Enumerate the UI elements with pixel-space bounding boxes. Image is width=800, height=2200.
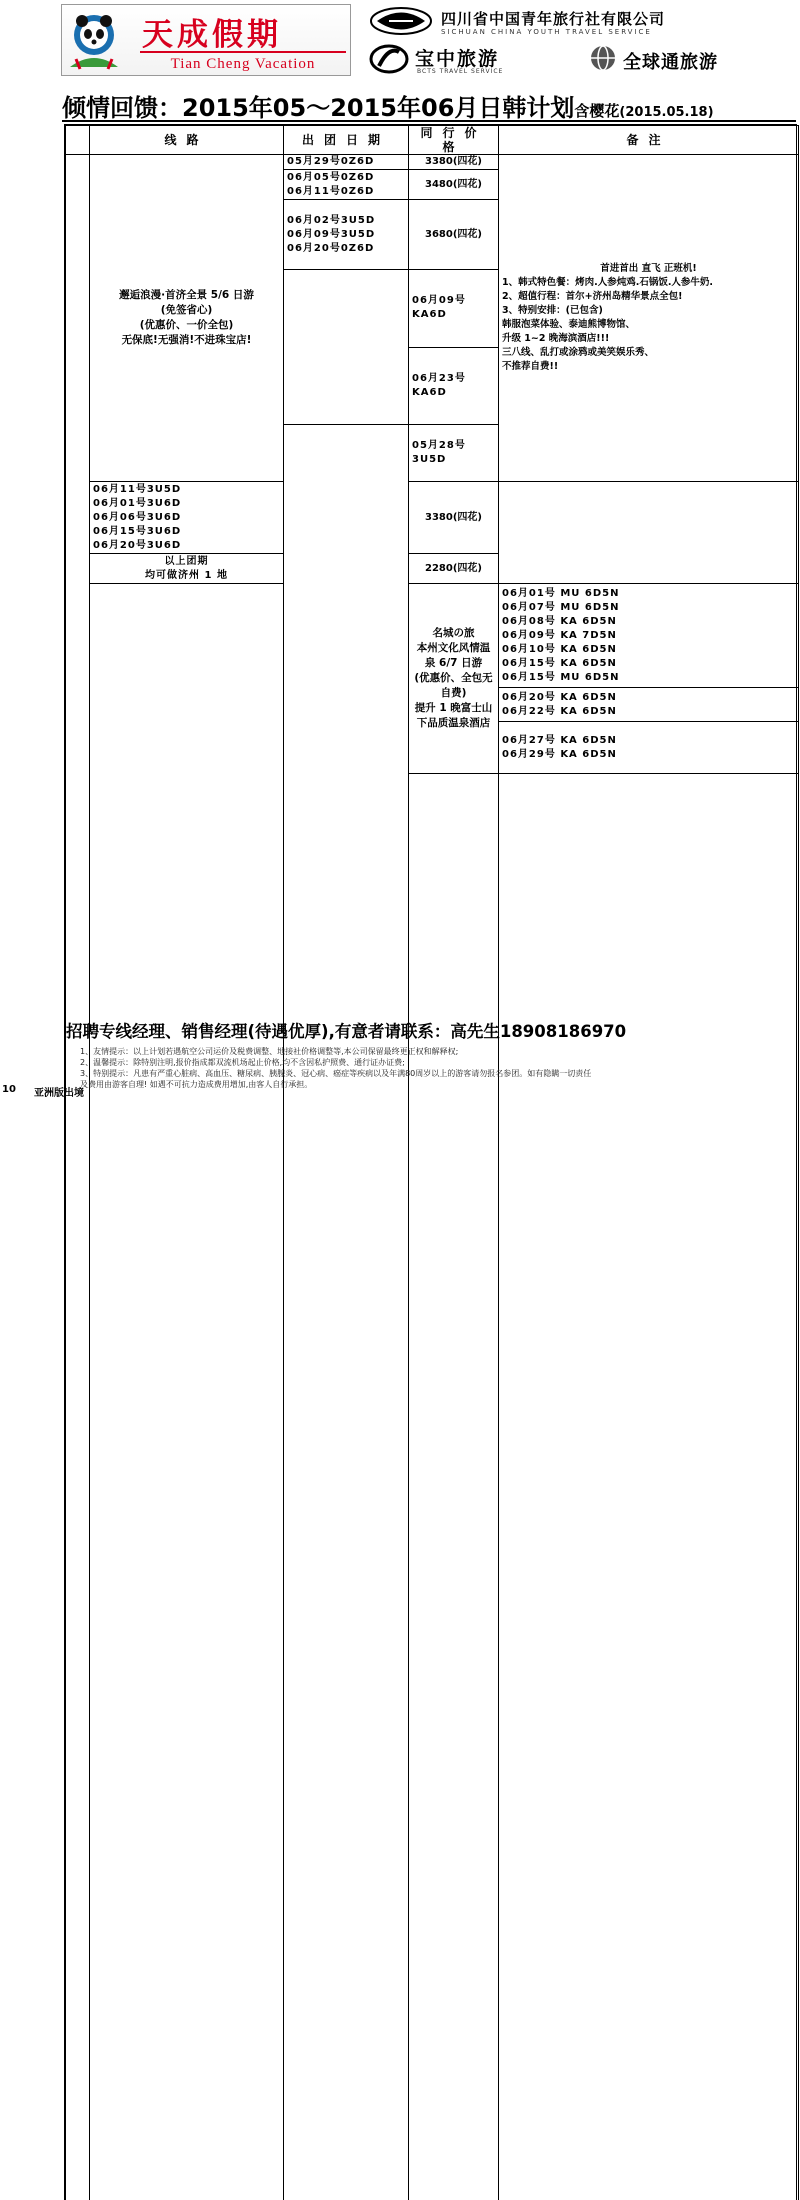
price-cell: 3380(四花) [409,482,499,554]
table-row [66,155,799,170]
tips: 1、友情提示：以上计划若遇航空公司运价及税费调整、地接社价格调整等,本公司保留最终更正权和解释权; 2、温馨提示：除特别注明,报价指成都双流机场起止价格,均不含因私护照费、通行证办证费; 3、特别提示：凡患有严重心脏病、高血压、糖尿病、胰腺炎、冠心病、癌症等疾病以及年满80周岁以上的游客请勿报名参团。如有隐瞒一切责任 及费用由游客自理! 如遇不可抗力造成费用增加,由客人自行承担。 [80,1046,792,1090]
panda-icon [66,9,122,71]
table-header-row [66,126,799,155]
footer [0,1082,800,1100]
date-cell: 06月27号 KA 6D5N 06月29号 KA 6D5N [499,722,799,774]
bcts-name: 宝中旅游 [415,44,499,71]
date-cell: 06月02号3U5D 06月09号3U5D 06月20号0Z6D [284,200,409,270]
recruit-line: 招聘专线经理、销售经理(待遇优厚),有意者请联系：高先生18908186970 [66,1018,796,1042]
page-title [62,88,796,122]
date-cell: 06月20号 KA 6D5N 06月22号 KA 6D5N [499,688,799,722]
price-cell: 2280(四花) [409,554,499,584]
bcts-en-name: BCTS TRAVEL SERVICE [417,68,503,75]
header [57,2,797,80]
route-japan-2 [409,774,499,2200]
date-cell: 05月28号3U5D [409,425,499,482]
publication-name: 亚洲版出境 [34,1084,84,1099]
table-row [66,584,799,688]
title-main: 倾情回馈：2015年05～2015年06月日韩计划 [62,94,574,122]
date-cell: 05月29号0Z6D [284,155,409,170]
page-number: 10 [2,1084,16,1095]
col-notes: 备注 [499,126,799,155]
col-dates: 出团日期 [284,126,409,155]
logo-en-text: Tian Cheng Vacation [140,51,346,73]
agency-en-name: SICHUAN CHINA YOUTH TRAVEL SERVICE [441,28,652,36]
date-cell: 06月23号KA6D [409,347,499,425]
gq-name: 全球通旅游 [623,48,718,74]
col-price: 同行价格 [409,126,499,155]
date-cell: 以上团期 均可做济州 1 地 [90,554,284,584]
route-japan-1: 名城の旅 本州文化风情温泉 6/7 日游 (优惠价、全包无自费) 提升 1 晚富士山下品质温泉酒店 [409,584,499,774]
date-cell: 06月11号3U5D 06月01号3U6D 06月06号3U6D 06月15号3U6D 06月20号3U6D [90,482,284,554]
country-korea [66,155,90,2200]
country-japan [90,584,284,2200]
bcts-logo-icon [369,44,409,74]
col-route: 线路 [90,126,284,155]
itinerary-table [64,124,797,2200]
route-korea-1: 邂逅浪漫·首济全景 5/6 日游 (免签省心) (优惠价、一价全包) 无保底!无强消!不进珠宝店! [90,155,284,482]
price-cell: 3680(四花) [409,200,499,270]
route-korea-1-ka [284,270,409,425]
notes-korea-1: 首进首出 直飞 正班机! 1、韩式特色餐：烤肉.人参炖鸡.石锅饭.人参牛奶. 2、超值行程：首尔+济州岛精华景点全包! 3、特别安排：(已包含) 韩服泡菜体验、泰迪熊博物馆、 升级 1~2 晚海滨酒店!!! 三八线、乱打或涂鸦或美笑娱乐秀、 不推荐自费!! [499,155,799,482]
route-korea-2 [284,425,409,2200]
globe-icon [589,44,617,72]
title-sub: 含樱花 [574,102,619,120]
date-cell: 06月05号0Z6D 06月11号0Z6D [284,170,409,200]
agency-name: 四川省中国青年旅行社有限公司 [441,8,665,29]
date-cell: 06月01号 MU 6D5N 06月07号 MU 6D5N 06月08号 KA 6D5N 06月09号 KA 7D5N 06月10号 KA 6D5N 06月15号 KA 6D5N 06月15号 MU 6D5N [499,584,799,688]
date-cell: 06月09号KA6D [409,270,499,348]
tiancheng-logo [61,4,351,76]
date-cell [499,774,799,2200]
cyts-logo-icon [369,6,433,36]
table-row [66,554,799,584]
logo-cn-text: 天成假期 [142,9,282,54]
table-row [66,482,799,554]
title-date: (2015.05.18) [619,105,713,120]
price-cell: 3480(四花) [409,170,499,200]
price-cell: 3380(四花) [409,155,499,170]
col-blank [66,126,90,155]
